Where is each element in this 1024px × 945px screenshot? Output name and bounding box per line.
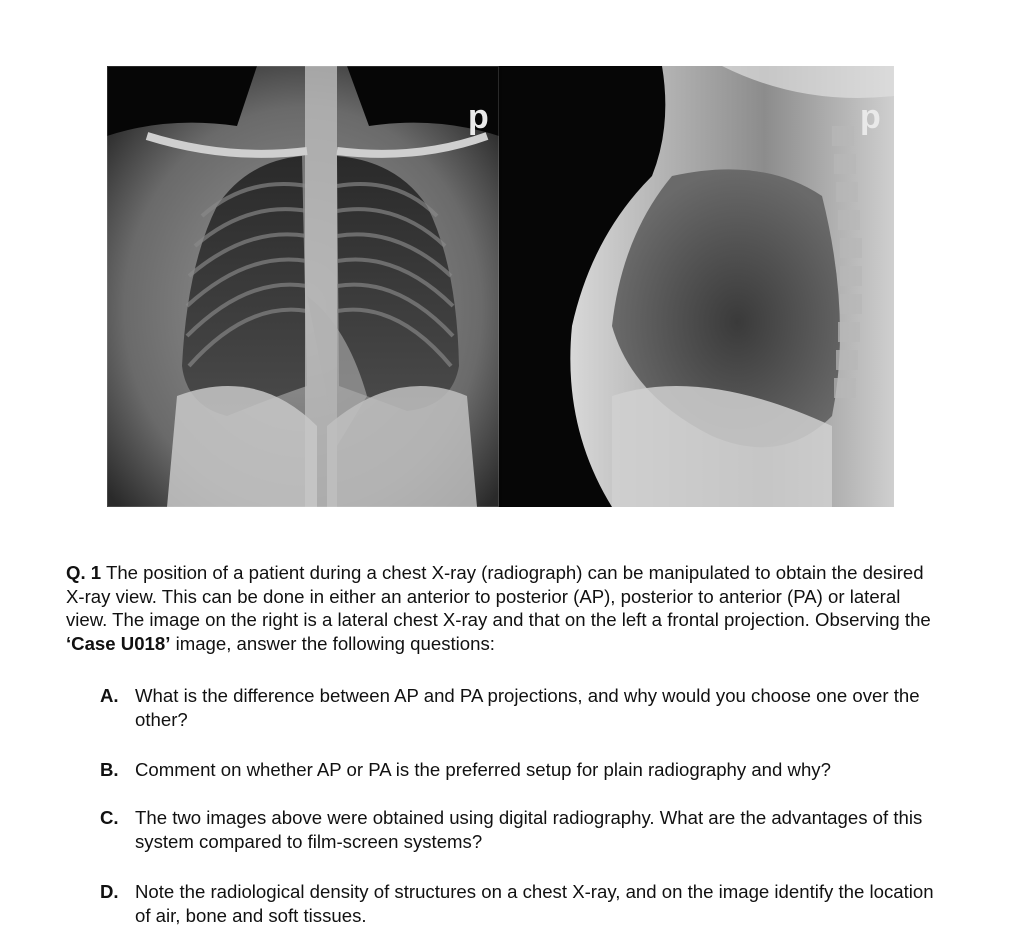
question-paragraph <box>66 561 946 655</box>
sub-question-letter: B. <box>100 759 119 780</box>
question-text-part1: The position of a patient during a chest X-ray (radiograph) can be manipulated to obtain the desired X-ray view. This can be done in either an anterior to posterior (AP), posterior to anterior (PA) or lateral view. The image on the right is a lateral chest X-ray and that on the left a frontal projection. Observing the <box>66 562 931 631</box>
lateral-chest-xray-image <box>502 66 894 507</box>
sub-question-text: What is the difference between AP and PA projections, and why would you choose one over the other? <box>135 685 920 730</box>
frontal-chest-xray-image <box>107 66 499 507</box>
sub-question-letter: D. <box>100 881 119 902</box>
sub-question-letter: A. <box>100 685 119 706</box>
sub-question-text: The two images above were obtained using digital radiography. What are the advantages of this system compared to film-screen systems? <box>135 807 923 852</box>
orientation-marker-left: d <box>468 102 489 140</box>
case-label: ‘Case U018’ <box>66 632 171 654</box>
sub-question-letter: C. <box>100 807 119 828</box>
sub-question-text: Note the radiological density of structures on a chest X-ray, and on the image identify the location of air, bone and soft tissues. <box>135 881 934 926</box>
sub-question-text: Comment on whether AP or PA is the preferred setup for plain radiography and why? <box>135 759 831 780</box>
question-number: Q. 1 <box>66 562 102 583</box>
question-text-part2: image, answer the following questions: <box>170 632 495 654</box>
orientation-marker-right: d <box>860 102 881 140</box>
xray-figure <box>107 66 894 507</box>
